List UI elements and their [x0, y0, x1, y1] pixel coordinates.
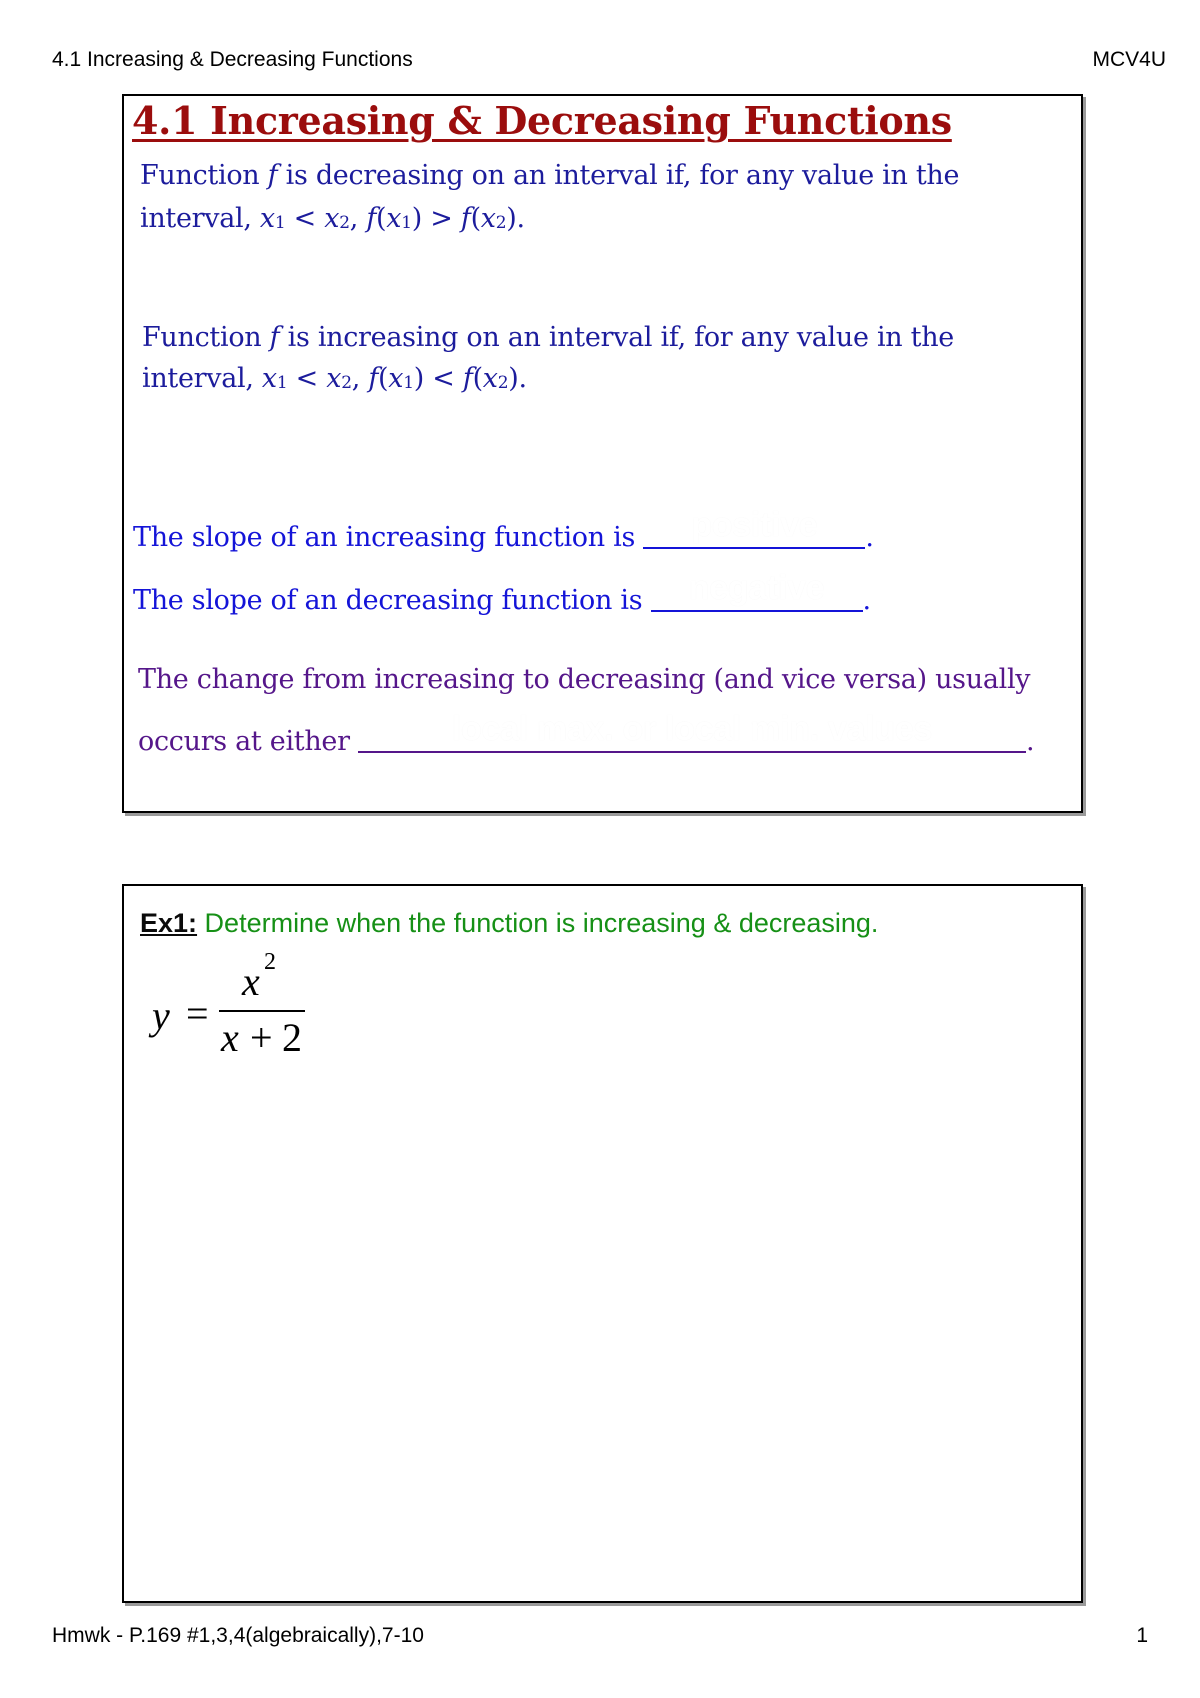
- fill-in-blank-increasing: [643, 506, 865, 549]
- decreasing-definition-line2: interval, $x_1 < x_2$, $f(x_1) > f(x_2)$.: [140, 203, 525, 234]
- change-statement-line1: The change from increasing to decreasing (and vice versa) usually: [138, 664, 1031, 695]
- numerator-exponent: 2: [264, 949, 276, 975]
- example-label: Ex1:: [140, 908, 198, 938]
- answer-positive: positive: [691, 506, 818, 544]
- slide-example-1: [122, 884, 1083, 1603]
- slope-increasing-statement: The slope of an increasing function is positive .: [133, 506, 874, 553]
- page-header-title: 4.1 Increasing & Decreasing Functions: [52, 48, 413, 71]
- fill-in-blank-decreasing: [651, 569, 863, 612]
- change-statement-line2: occurs at either local max. or local min. values .: [138, 710, 1035, 757]
- equation-lhs: y: [152, 993, 170, 1038]
- slope-decreasing-statement: The slope of an decreasing function is negative .: [133, 569, 871, 616]
- denominator-x: x: [221, 1015, 239, 1060]
- fraction-bar: [219, 1010, 305, 1012]
- slide-definitions: [122, 94, 1083, 813]
- homework-note: Hmwk - P.169 #1,3,4(algebraically),7-10: [52, 1624, 424, 1647]
- increasing-definition-line1: Function f is increasing on an interval if, for any value in the: [142, 322, 954, 353]
- numerator-x: x: [242, 959, 260, 1004]
- page-number: 1: [1136, 1624, 1148, 1647]
- increasing-definition-line2: interval, $x_1 < x_2$, $f(x_1) < f(x_2)$.: [142, 363, 527, 394]
- denominator-constant: 2: [282, 1015, 302, 1060]
- denominator-plus: +: [250, 1015, 273, 1060]
- slide-title: 4.1 Increasing & Decreasing Functions: [132, 98, 952, 143]
- example-prompt: [140, 908, 878, 939]
- answer-negative: negative: [688, 569, 825, 607]
- example-instruction: Determine when the function is increasing & decreasing.: [197, 908, 879, 938]
- answer-local-max-min: local max. or local min. values: [451, 710, 933, 748]
- decreasing-definition-line1: Function f is decreasing on an interval if, for any value in the: [140, 160, 960, 191]
- equation-equals: =: [186, 991, 209, 1036]
- page-header-course: MCV4U: [1092, 48, 1166, 71]
